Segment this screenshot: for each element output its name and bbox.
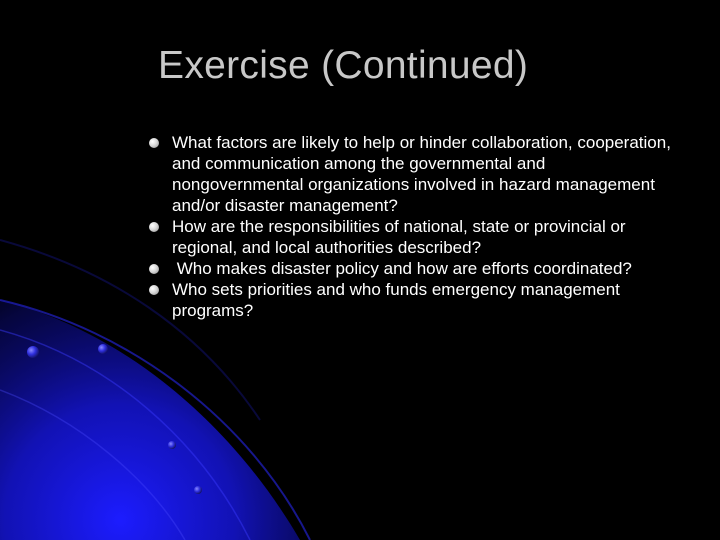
bullet-text: Who sets priorities and who funds emergency management programs? — [172, 280, 620, 320]
bullet-item-4 — [148, 279, 678, 321]
blue-glow-region — [0, 300, 300, 540]
blue-dot-2 — [98, 344, 108, 354]
blue-dot-3 — [168, 441, 176, 449]
bullet-text: What factors are likely to help or hinder collaboration, cooperation, and communication among the governmental and nongovernmental organizations involved in hazard management and/or disaster management? — [172, 133, 671, 215]
bullet-text: Who makes disaster policy and how are efforts coordinated? — [172, 259, 632, 278]
bullet-dot-icon — [149, 138, 159, 148]
bullet-dot-icon — [149, 264, 159, 274]
bullet-item-3 — [148, 258, 678, 279]
bullet-text: How are the responsibilities of national, state or provincial or regional, and local authorities described? — [172, 217, 626, 257]
bullet-list — [148, 132, 678, 321]
blue-dot-4 — [194, 486, 202, 494]
blue-dot-1 — [27, 346, 39, 358]
slide-title: Exercise (Continued) — [158, 44, 529, 87]
bullet-dot-icon — [149, 285, 159, 295]
bullet-dot-icon — [149, 222, 159, 232]
bullet-item-2 — [148, 216, 678, 258]
bullet-item-1 — [148, 132, 678, 216]
